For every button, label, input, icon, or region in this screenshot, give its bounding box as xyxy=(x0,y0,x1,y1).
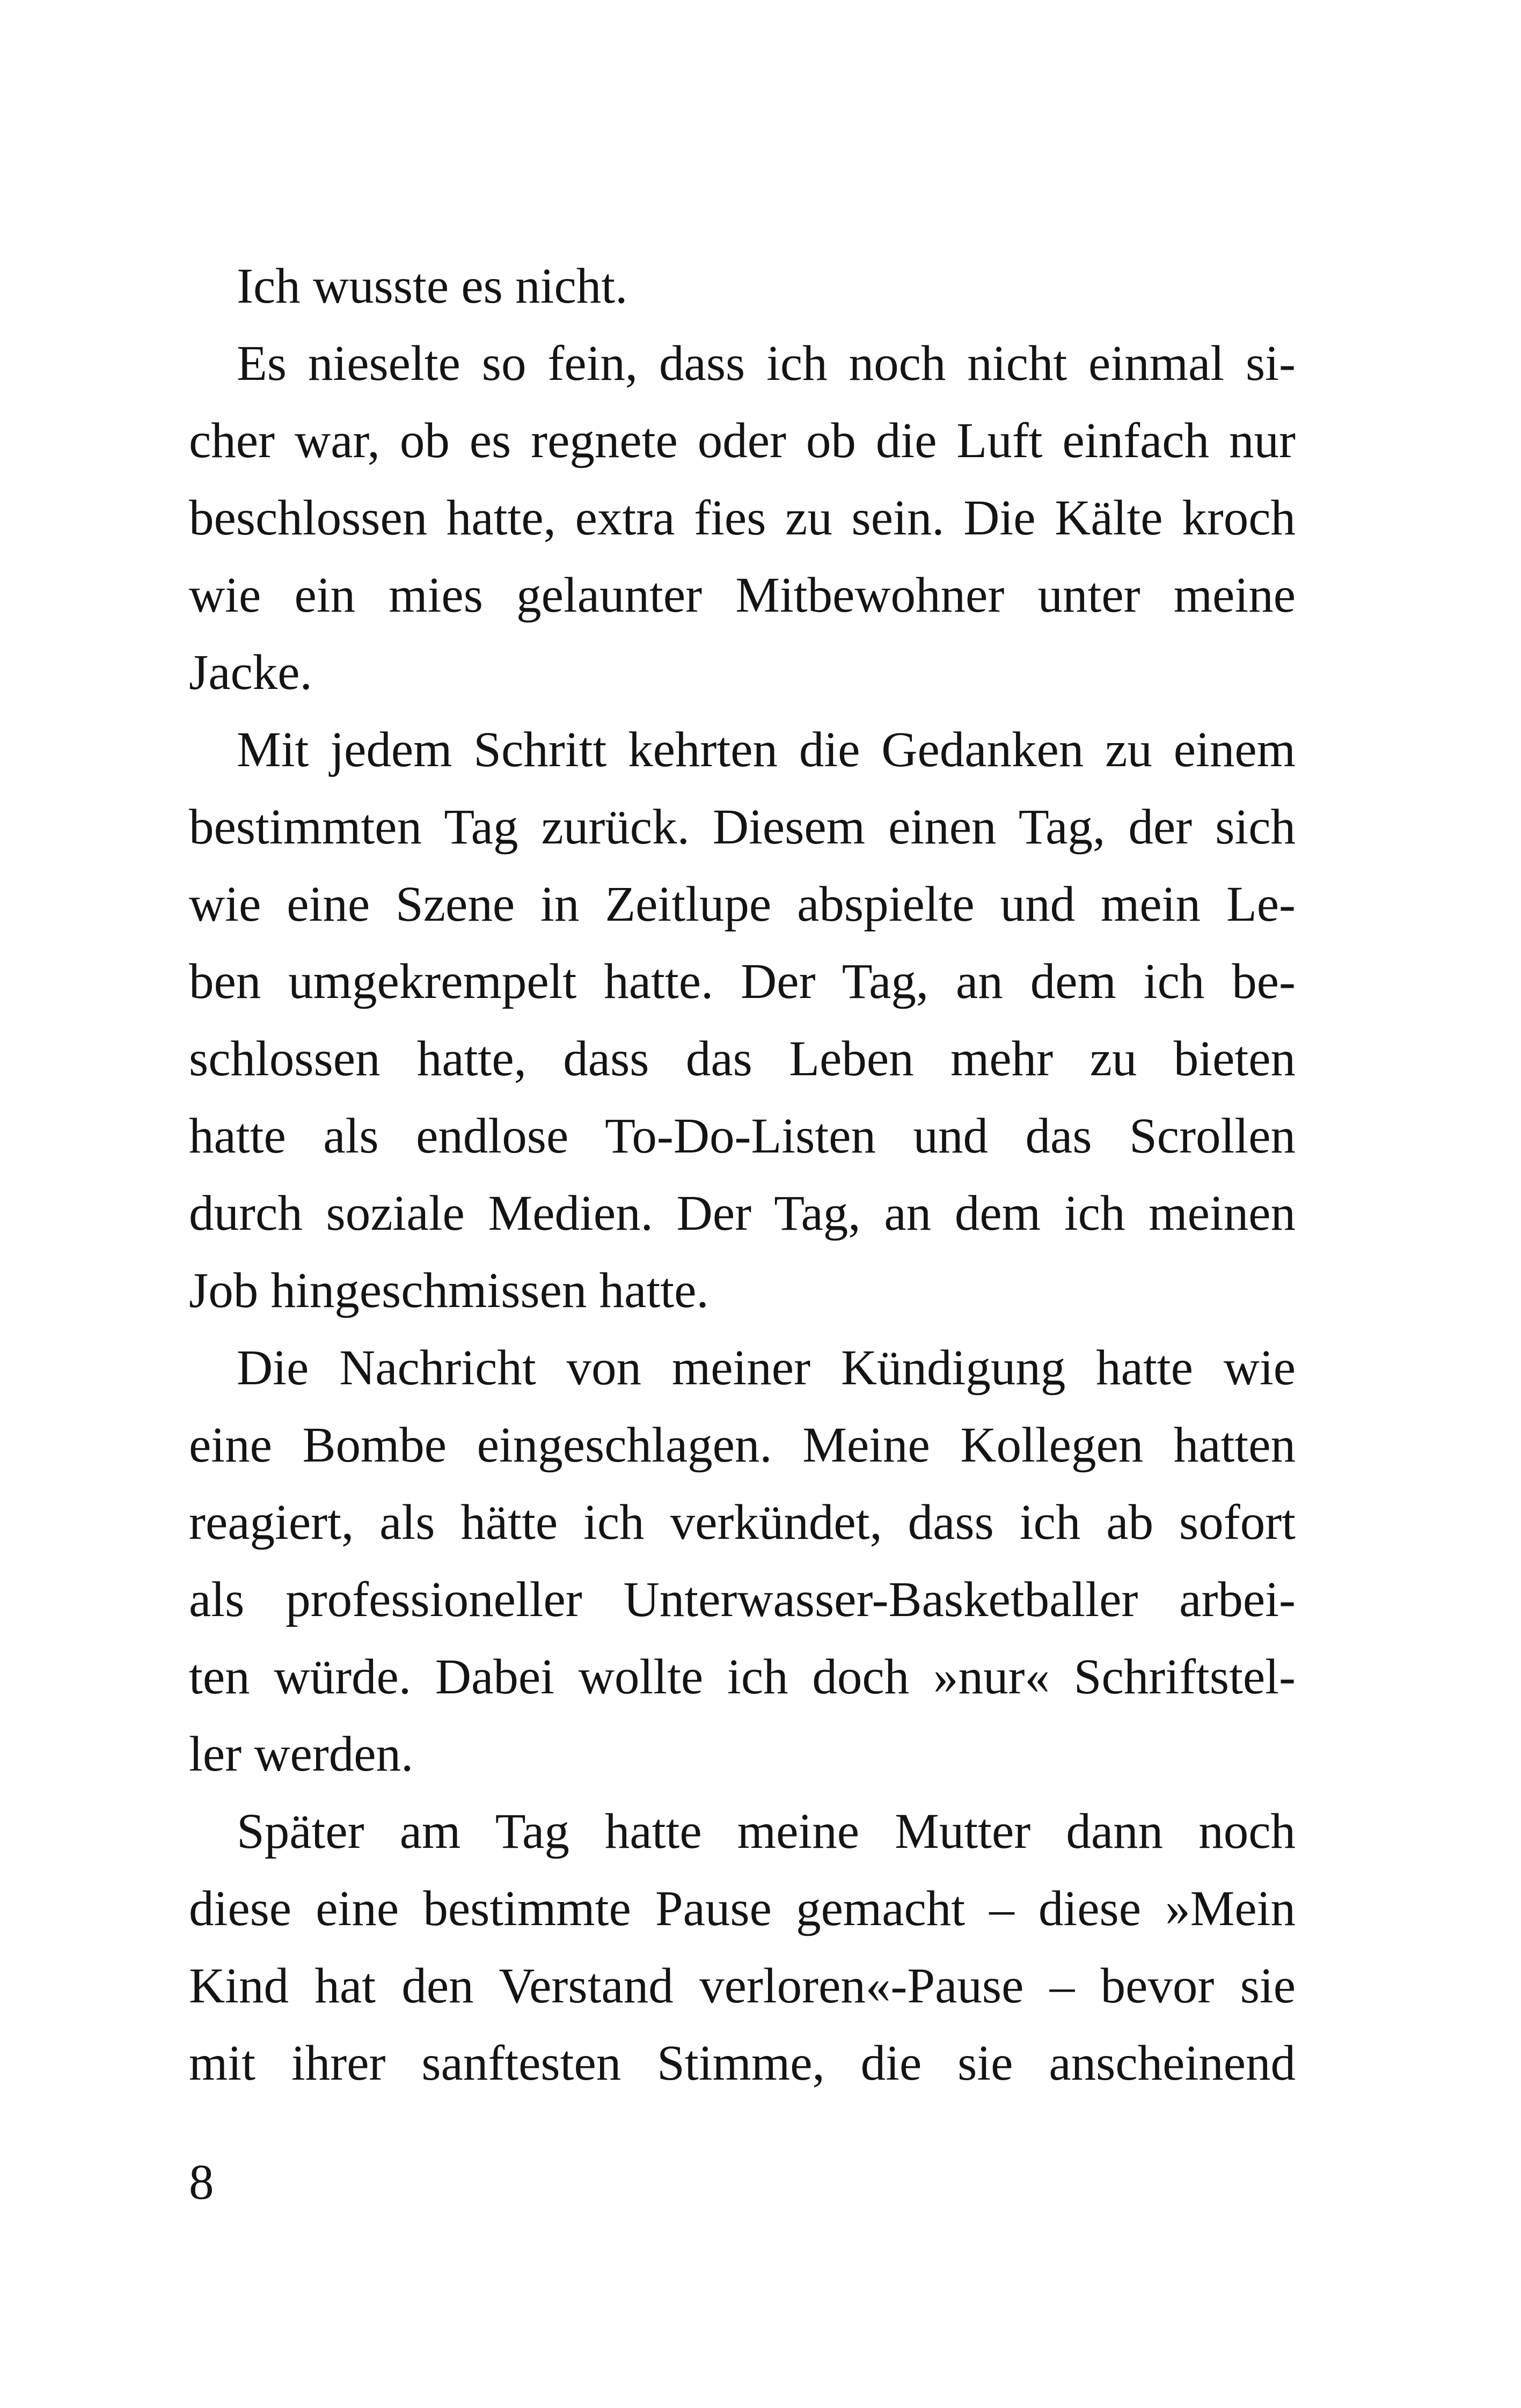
text-line: Jacke. xyxy=(189,645,312,700)
text-line: Kind hat den Verstand verloren«-Pause – bevor sie xyxy=(189,1958,1296,2014)
text-line: Job hingeschmissen hatte. xyxy=(189,1263,709,1318)
text-line: hatte als endlose To-Do-Listen und das Scrollen xyxy=(189,1108,1296,1164)
text-line: bestimmten Tag zurück. Diesem einen Tag, der sich xyxy=(189,799,1296,855)
text-line: Später am Tag hatte meine Mutter dann noch xyxy=(237,1804,1296,1859)
page-number: 8 xyxy=(189,2155,214,2210)
text-line: Mit jedem Schritt kehrten die Gedanken zu einem xyxy=(237,722,1296,777)
text-line: schlossen hatte, dass das Leben mehr zu bieten xyxy=(189,1031,1296,1086)
body-text xyxy=(189,248,1296,2102)
text-line: Es nieselte so fein, dass ich noch nicht einmal si- xyxy=(237,336,1296,391)
text-line: beschlossen hatte, extra fies zu sein. Die Kälte kroch xyxy=(189,490,1296,546)
text-line: cher war, ob es regnete oder ob die Luft einfach nur xyxy=(189,413,1296,468)
text-line: mit ihrer sanftesten Stimme, die sie anscheinend xyxy=(189,2036,1296,2091)
text-line: reagiert, als hätte ich verkündet, dass ich ab sofort xyxy=(189,1495,1296,1550)
text-line: durch soziale Medien. Der Tag, an dem ich meinen xyxy=(189,1186,1296,1241)
text-line: Ich wusste es nicht. xyxy=(237,259,628,314)
text-line: diese eine bestimmte Pause gemacht – diese »Mein xyxy=(189,1881,1296,1936)
text-line: ben umgekrempelt hatte. Der Tag, an dem ich be- xyxy=(189,954,1296,1009)
text-line: ten würde. Dabei wollte ich doch »nur« Schriftstel- xyxy=(189,1649,1296,1705)
text-line: als professioneller Unterwasser-Basketballer arbei- xyxy=(189,1572,1296,1627)
text-line: eine Bombe eingeschlagen. Meine Kollegen hatten xyxy=(189,1418,1296,1473)
text-line: wie eine Szene in Zeitlupe abspielte und mein Le- xyxy=(189,877,1296,932)
text-line: wie ein mies gelaunter Mitbewohner unter meine xyxy=(189,568,1296,623)
text-line: ler werden. xyxy=(189,1727,414,1782)
text-line: Die Nachricht von meiner Kündigung hatte wie xyxy=(237,1340,1296,1396)
